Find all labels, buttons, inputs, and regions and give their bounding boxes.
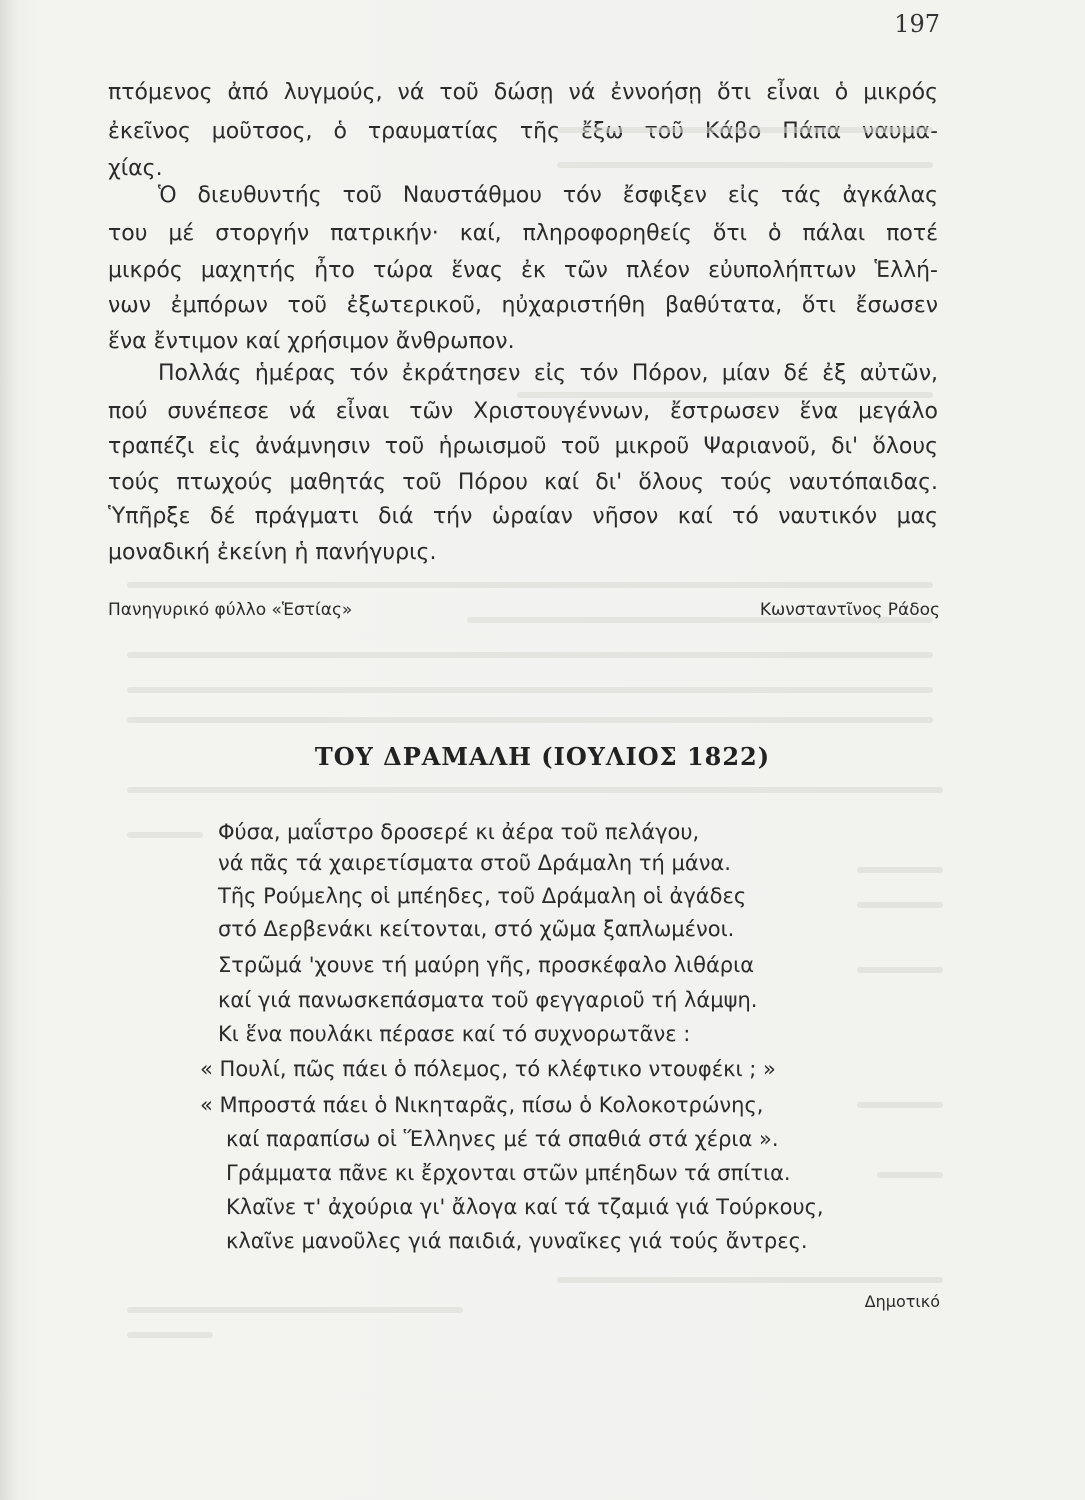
prose-line: χίας. [108,156,163,181]
prose-line: τραπέζι εἰς ἀνάμνησιν τοῦ ἡρωισμοῦ τοῦ μικροῦ Ψαριανοῦ, δι' ὅλους [108,434,938,459]
prose-line: νων ἐμπόρων τοῦ ἐξωτερικοῦ, ηὐχαριστήθη βαθύτατα, ὅτι ἔσωσεν [108,293,938,318]
poem-verse: Φύσα, μαΐστρο δροσερέ κι ἀέρα τοῦ πελάγου, [218,820,700,844]
source-attribution: Πανηγυρικό φύλλο «Ἑστίας» [108,600,353,620]
poem-verse: « Πουλί, πῶς πάει ὁ πόλεμος, τό κλέφτικο ντουφέκι ; » [200,1057,776,1081]
prose-line: Ὁ διευθυντής τοῦ Ναυστάθμου τόν ἔσφιξεν εἰς τάς ἀγκάλας [158,183,938,208]
prose-line: μοναδική ἐκείνη ἡ πανήγυρις. [108,540,437,565]
page-number: 197 [894,10,940,38]
prose-line: Ὑπῆρξε δέ πράγματι διά τήν ὡραίαν νῆσον καί τό ναυτικόν μας [108,504,938,529]
poem-verse: καί γιά πανωσκεπάσματα τοῦ φεγγαριοῦ τή λάμψη. [218,988,758,1012]
poem-verse: Γράμματα πᾶνε κι ἔρχονται στῶν μπέηδων τά σπίτια. [226,1161,791,1185]
poem-verse: Κι ἕνα πουλάκι πέρασε καί τό συχνορωτᾶνε : [218,1022,691,1046]
author-name: Κωνσταντῖνος Ράδος [759,600,940,620]
poem-verse: « Μπροστά πάει ὁ Νικηταρᾶς, πίσω ὁ Κολοκοτρώνης, [200,1093,764,1117]
poem-title: ΤΟΥ ΔΡΑΜΑΛΗ (ΙΟΥΛΙΟΣ 1822) [314,742,771,771]
prose-line: τούς πτωχούς μαθητάς τοῦ Πόρου καί δι' ὅλους τούς ναυτόπαιδας. [108,470,938,495]
poem-verse: κλαῖνε μανοῦλες γιά παιδιά, γυναῖκες γιά τούς ἄντρες. [226,1229,808,1253]
prose-line: μικρός μαχητής ἦτο τώρα ἕνας ἐκ τῶν πλέον εὐυπολήπτων Ἑλλή- [108,258,938,283]
prose-line: του μέ στοργήν πατρικήν· καί, πληροφορηθείς ὅτι ὁ πάλαι ποτέ [108,221,938,246]
poem-verse: νά πᾶς τά χαιρετίσματα στοῦ Δράμαλη τή μάνα. [218,851,731,875]
poem-source: Δημοτικό [864,1292,940,1311]
poem-verse: Στρῶμά 'χουνε τή μαύρη γῆς, προσκέφαλο λιθάρια [218,953,755,977]
poem-verse: Κλαῖνε τ' ἀχούρια γι' ἄλογα καί τά τζαμιά γιά Τούρκους, [226,1195,824,1219]
poem-verse: καί παραπίσω οἱ Ἕλληνες μέ τά σπαθιά στά χέρια ». [226,1127,779,1151]
prose-line: ἐκεῖνος μοῦτσος, ὁ τραυματίας τῆς ἔξω τοῦ Κάβο Πάπα ναυμα- [108,119,938,144]
prose-line: ἕνα ἔντιμον καί χρήσιμον ἄνθρωπον. [108,329,515,354]
poem-verse: Τῆς Ρούμελης οἱ μπέηδες, τοῦ Δράμαλη οἱ ἀγάδες [218,884,747,908]
prose-line: πού συνέπεσε νά εἶναι τῶν Χριστουγέννων, ἔστρωσεν ἕνα μεγάλο [108,399,938,424]
prose-line: πτόμενος ἀπό λυγμούς, νά τοῦ δώσῃ νά ἐννοήσῃ ὅτι εἶναι ὁ μικρός [108,80,938,105]
prose-line: Πολλάς ἡμέρας τόν ἐκράτησεν εἰς τόν Πόρον, μίαν δέ ἐξ αὐτῶν, [158,361,938,386]
poem-verse: στό Δερβενάκι κείτονται, στό χῶμα ξαπλωμένοι. [218,917,735,941]
